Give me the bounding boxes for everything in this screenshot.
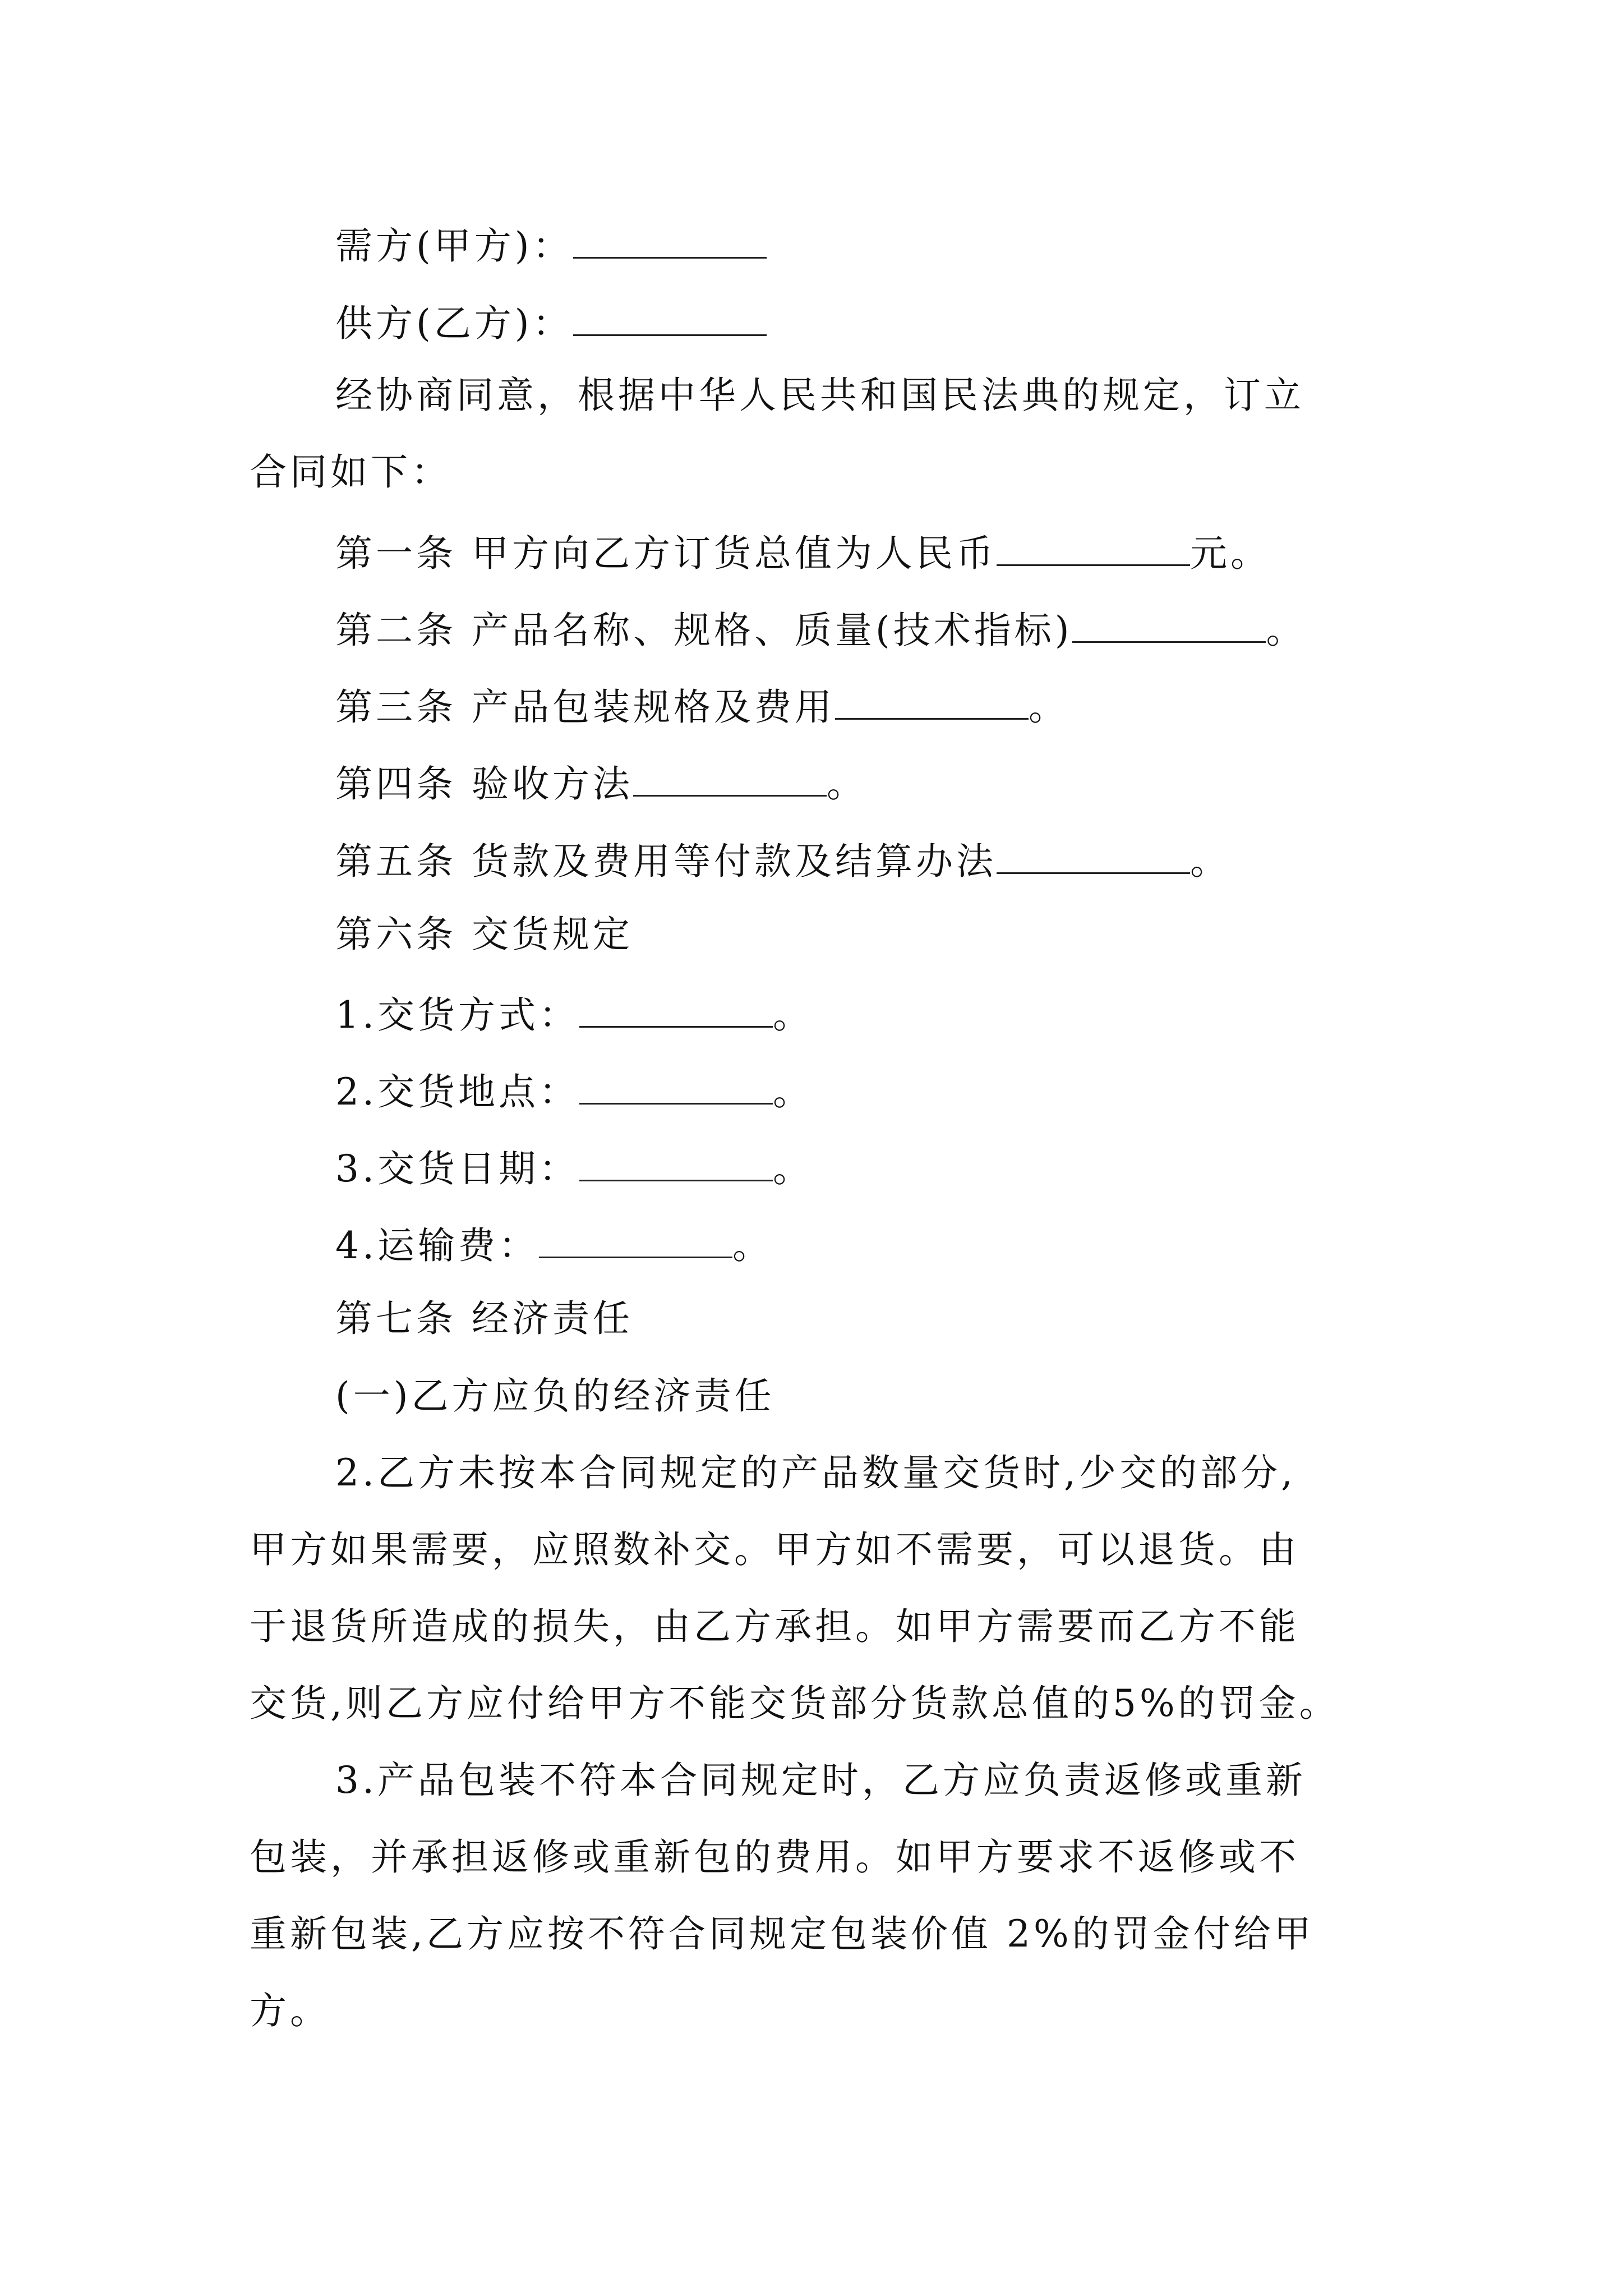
paragraph-2-line-2: 甲方如果需要，应照数补交。甲方如不需要，可以退货。由 [250,1528,1299,1571]
freight-line [335,1220,773,1268]
article-6-heading: 第六条 交货规定 [335,913,633,956]
liability-subheading: (一)乙方应负的经济责任 [335,1374,775,1418]
delivery-place-line [335,1066,813,1115]
paragraph-3-line-3: 重新包装,乙方应按不符合同规定包装价值 2%的罚金付给甲 [250,1912,1315,1955]
article-7-heading: 第七条 经济责任 [335,1297,633,1340]
delivery-method-line [335,989,813,1038]
supply-party-label: 供方(乙方)： [335,302,573,345]
article-4-text: 第四条 验收方法 [335,762,633,806]
demand-party-label: 需方(甲方)： [335,224,573,268]
paragraph-2-line-3: 于退货所造成的损失，由乙方承担。如甲方需要而乙方不能 [250,1605,1299,1648]
delivery-place-suffix: 。 [772,1070,813,1114]
article-1-line [335,527,1271,576]
article-1-suffix: 元。 [1189,532,1271,575]
article-3-suffix: 。 [1028,685,1069,729]
article-5-blank [997,835,1190,874]
demand-party-blank [573,220,767,259]
delivery-date-line [335,1143,813,1191]
paragraph-2-line-1: 2.乙方未按本合同规定的产品数量交货时,少交的部分, [335,1451,1296,1494]
article-2-text: 第二条 产品名称、规格、质量(技术指标) [335,609,1073,652]
supply-party-blank [573,297,767,336]
intro-line-1: 经协商同意，根据中华人民共和国民法典的规定，订立 [335,374,1304,417]
delivery-date-suffix: 。 [772,1147,813,1190]
article-2-line [335,604,1306,653]
freight-suffix: 。 [732,1224,773,1267]
article-4-blank [633,758,827,797]
paragraph-2-line-4: 交货,则乙方应付给甲方不能交货部分货款总值的5%的罚金。 [250,1682,1340,1725]
supply-party-line [335,297,767,346]
article-3-blank [835,681,1029,720]
article-5-line [335,835,1230,884]
article-1-text: 第一条 甲方向乙方订货总值为人民币 [335,532,997,575]
paragraph-3-line-1: 3.产品包装不符本合同规定时，乙方应负责返修或重新 [335,1759,1306,1802]
freight-blank [539,1220,732,1258]
article-4-suffix: 。 [826,762,867,806]
article-4-line [335,758,867,807]
article-1-blank [997,527,1190,566]
delivery-place-blank [579,1066,773,1105]
article-3-line [335,681,1069,730]
paragraph-3-line-2: 包装，并承担返修或重新包的费用。如甲方要求不返修或不 [250,1835,1299,1879]
paragraph-3-line-4: 方。 [250,1989,330,2032]
freight-label: 4.运输费： [335,1224,539,1267]
demand-party-line [335,220,767,269]
delivery-place-label: 2.交货地点： [335,1070,579,1114]
article-5-text: 第五条 货款及费用等付款及结算办法 [335,840,997,883]
delivery-date-label: 3.交货日期： [335,1147,579,1190]
article-2-suffix: 。 [1266,609,1307,652]
article-3-text: 第三条 产品包装规格及费用 [335,685,835,729]
article-2-blank [1072,604,1266,643]
delivery-method-label: 1.交货方式： [335,993,579,1037]
delivery-method-blank [579,989,773,1028]
intro-line-2: 合同如下： [250,450,451,494]
delivery-date-blank [579,1143,773,1181]
delivery-method-suffix: 。 [772,993,813,1037]
article-5-suffix: 。 [1189,840,1230,883]
